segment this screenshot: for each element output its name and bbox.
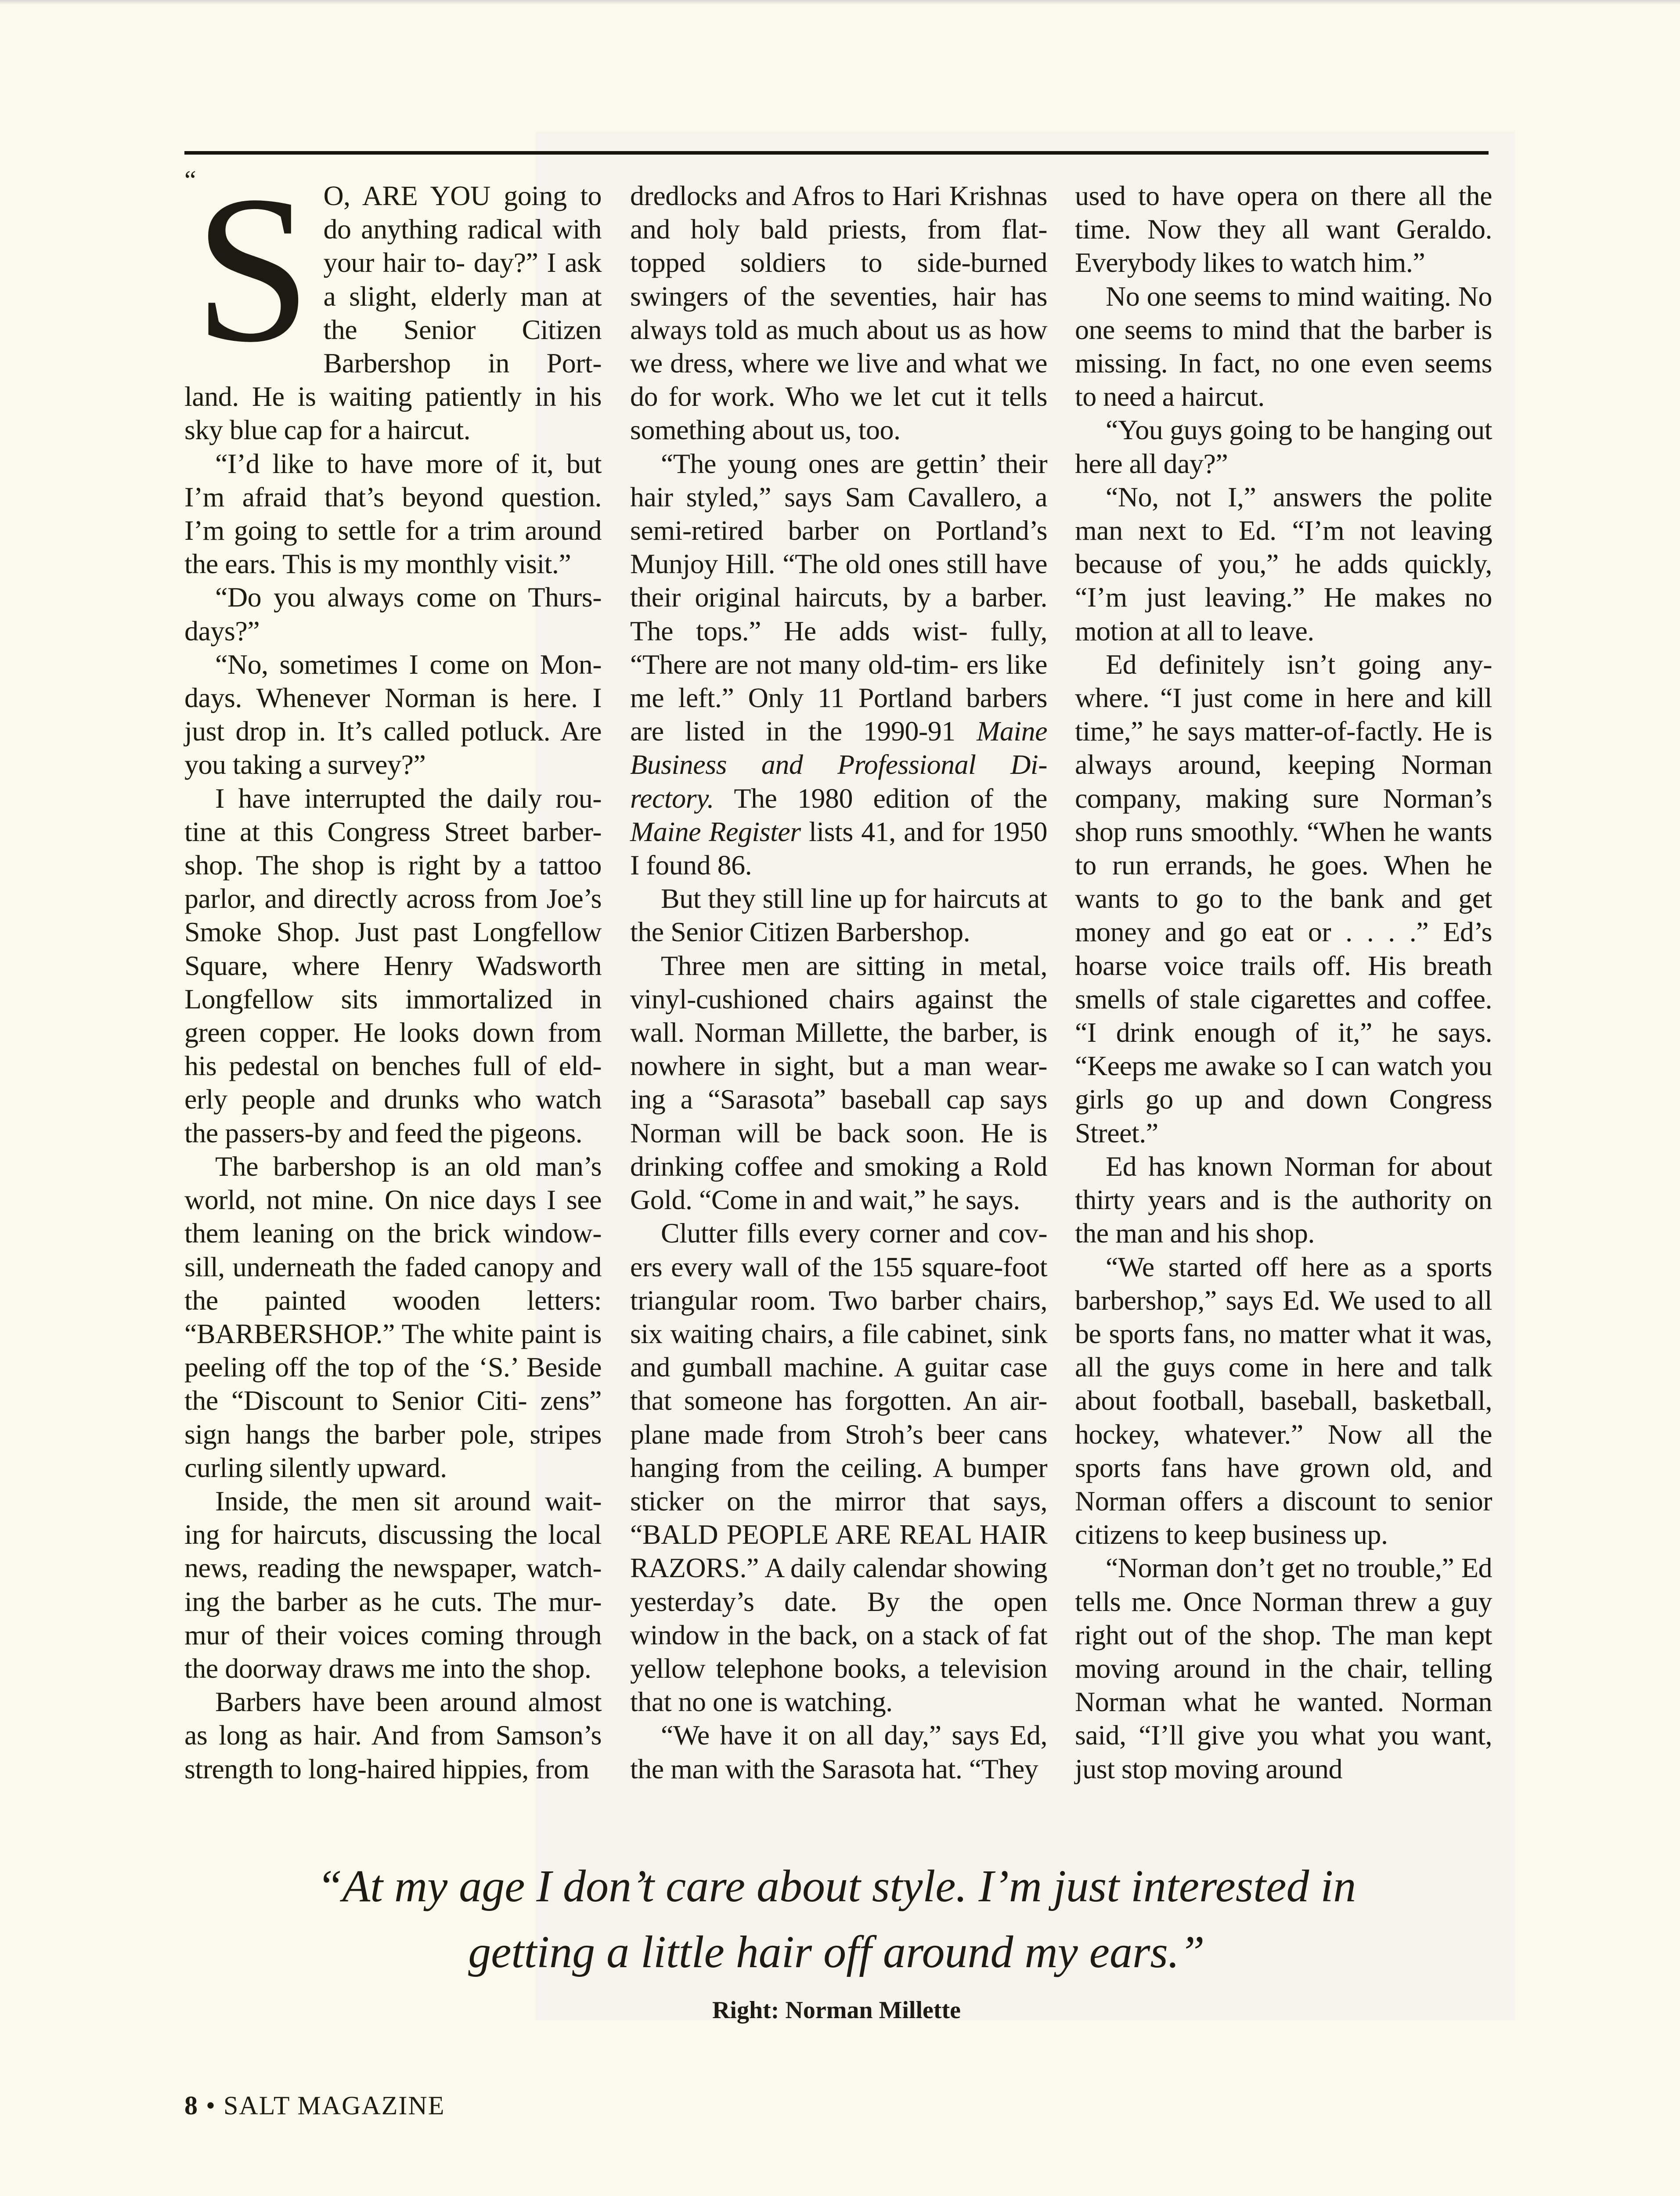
text-run: “The young ones are gettin’ their hair styled,” says Sam Cavallero, a semi-retired barber on Portland’s Munjoy Hill. “The old ones still have their original haircuts, by a barber. The tops.” He adds wist- fully, “There are not many old-tim- ers like me left.” Only 11 Portland barbers are listed in the 1990-91 (630, 448, 1047, 747)
text-run: The 1980 edition of the (714, 782, 1047, 814)
paragraph: “No, not I,” answers the polite man next to Ed. “I’m not leaving because of you,” he adds quickly, “I’m just leaving.” He makes no motion at all to leave. (1075, 481, 1492, 647)
paragraph: “I’d like to have more of it, but I’m afraid that’s beyond question. I’m going to settle for a trim around the ears. This is my monthly visit.” (184, 448, 602, 580)
paragraph: I have interrupted the daily rou- tine at this Congress Street barber- shop. The shop is right by a tattoo parlor, and directly across from Joe’s Smoke Shop. Just past Longfellow Square, where Henry Wadsworth Longfellow sits immortalized in green copper. He looks down from his pedestal on benches full of eld- erly people and drunks who watch the passers-by and feed the pigeons. (184, 782, 602, 1149)
page-footer (184, 2091, 445, 2121)
paragraph: But they still line up for haircuts at the Senior Citizen Barbershop. (630, 883, 1047, 948)
column-1 (184, 152, 602, 1786)
paragraph: Ed has known Norman for about thirty years and is the authority on the man and his shop. (1075, 1150, 1492, 1249)
paragraph: No one seems to mind waiting. No one seems to mind that the barber is missing. In fact, no one even seems to need a haircut. (1075, 280, 1492, 412)
paragraph: O, ARE YOU going to do anything radical with your hair to- day?” I ask a slight, elderly man at the Senior Citizen Barbershop in Port- land. He is waiting patiently in his sky blue cap for a haircut. (184, 180, 602, 446)
page-number: 8 (184, 2091, 198, 2120)
photo-caption: Right: Norman Millette (712, 1997, 961, 2024)
pull-quote-line: getting a little hair off around my ears.” (468, 1927, 1205, 1977)
paragraph: used to have opera on there all the time. Now they all want Geraldo. Everybody likes to watch him.” (1075, 180, 1492, 278)
drop-cap-letter: S (194, 152, 311, 386)
paragraph: “We started off here as a sports barbershop,” says Ed. We used to all be sports fans, no matter what it was, all the guys come in here and talk about football, baseball, basketball, hockey, whatever.” Now all the sports fans have grown old, and Norman offers a discount to senior citizens to keep business up. (1075, 1251, 1492, 1550)
paragraph: “Do you always come on Thurs- days?” (184, 582, 602, 647)
pull-quote (184, 1853, 1489, 1985)
bullet-separator: • (206, 2091, 216, 2120)
pull-quote-line: “At my age I don’t care about style. I’m just interested in (317, 1861, 1356, 1911)
scan-top-edge (0, 0, 1680, 4)
paragraph: “You guys going to be hanging out here all day?” (1075, 414, 1492, 479)
paragraph: “Norman don’t get no trouble,” Ed tells me. Once Norman threw a guy right out of the shop. The man kept moving around in the chair, telling Norman what he wanted. Norman said, “I’ll give you what you want, just stop moving around (1075, 1552, 1492, 1784)
publication-name: SALT MAGAZINE (224, 2091, 445, 2120)
paragraph: Barbers have been around almost as long as hair. And from Samson’s strength to long-haired hippies, from (184, 1686, 602, 1784)
paragraph: Inside, the men sit around wait- ing for haircuts, discussing the local news, reading the newspaper, watch- ing the barber as he cuts. The mur- mur of their voices coming through the doorway draws me into the shop. (184, 1485, 602, 1684)
paragraph: Clutter fills every corner and cov- ers every wall of the 155 square-foot triangular room. Two barber chairs, six waiting chairs, a file cabinet, sink and gumball machine. A guitar case that someone has forgotten. An air- plane made from Stroh’s beer cans hanging from the ceiling. A bumper sticker on the mirror that says, “BALD PEOPLE ARE REAL HAIR RAZORS.” A daily calendar showing yesterday’s date. By the open window in the back, on a stack of fat yellow telephone books, a television that no one is watching. (630, 1217, 1047, 1718)
drop-cap (184, 152, 311, 386)
publication-title-italic: Maine Register (630, 816, 801, 847)
paragraph: Ed definitely isn’t going any- where. “I just come in here and kill time,” he says matter-of-factly. He is always around, keeping Norman company, making sure Norman’s shop runs smoothly. “When he wants to run errands, he goes. When he wants to go to the bank and get money and go eat or . . . .” Ed’s hoarse voice trails off. His breath smells of stale cigarettes and coffee. “I drink enough of it,” he says. “Keeps me awake so I can watch you girls go up and down Congress Street.” (1075, 648, 1492, 1149)
paragraph: “We have it on all day,” says Ed, the man with the Sarasota hat. “They (630, 1719, 1047, 1784)
drop-cap-open-quote: “ (184, 166, 196, 195)
header-rule (184, 151, 1489, 155)
paragraph: dredlocks and Afros to Hari Krishnas and holy bald priests, from flat- topped soldiers to side-burned swingers of the seventies, hair has always told as much about us as how we dress, where we live and what we do for work. Who we let cut it tells something about us, too. (630, 180, 1047, 446)
paragraph (630, 447, 1047, 882)
paragraph: The barbershop is an old man’s world, not mine. On nice days I see them leaning on the brick window- sill, underneath the faded canopy and the painted wooden letters: “BARBERSHOP.” The white paint is peeling off the top of the ‘S.’ Beside the “Discount to Senior Citi- zens” sign hangs the barber pole, stripes curling silently upward. (184, 1150, 602, 1483)
text-run: lists 41, and for 1950 I found 86. (630, 816, 1047, 881)
column-3 (1075, 179, 1492, 1786)
paragraph: Three men are sitting in metal, vinyl-cushioned chairs against the wall. Norman Millette, the barber, is nowhere in sight, but a man wear- ing a “Sarasota” baseball cap says Norman will be back soon. He is drinking coffee and smoking a Rold Gold. “Come in and wait,” he says. (630, 950, 1047, 1216)
paragraph: “No, sometimes I come on Mon- days. Whenever Norman is here. I just drop in. It’s called potluck. Are you taking a survey?” (184, 648, 602, 780)
column-2 (630, 179, 1047, 1786)
publication-title-italic: Maine Business and Professional Di- rectory. (630, 715, 1047, 814)
